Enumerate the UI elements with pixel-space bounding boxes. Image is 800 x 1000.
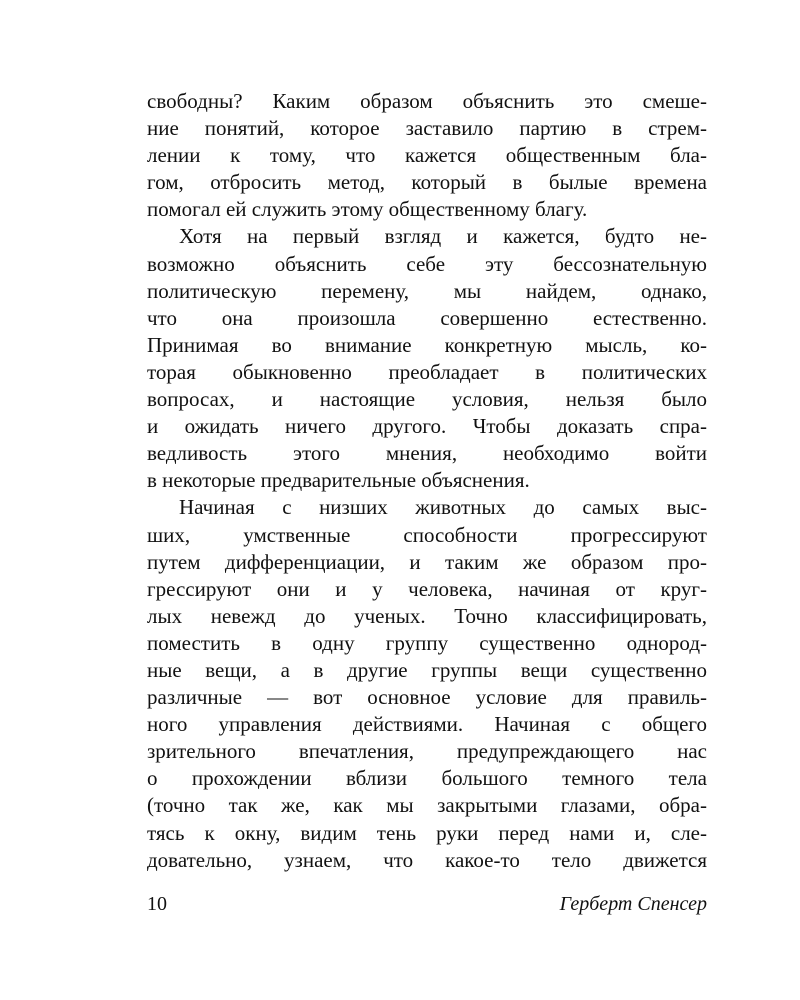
- text-line: различные — вот основное условие для правиль-: [147, 685, 707, 710]
- page-number: 10: [147, 893, 167, 915]
- text-line: политическую перемену, мы найдем, однако,: [147, 278, 707, 303]
- text-line: Начиная с низших животных до самых выс-: [179, 495, 707, 520]
- text-line: тясь к окну, видим тень руки перед нами и, сле-: [147, 820, 707, 845]
- text-line: лых невежд до ученых. Точно классифицировать,: [147, 603, 707, 628]
- text-line: возможно объяснить себе эту бессознательную: [147, 251, 707, 276]
- text-line: Хотя на первый взгляд и кажется, будто не-: [179, 224, 707, 249]
- text-line: гом, отбросить метод, который в былые времена: [147, 170, 707, 195]
- page-footer: [147, 893, 707, 923]
- text-line: свободны? Каким образом объяснить это смеше-: [147, 89, 707, 113]
- paragraph-3: [147, 494, 707, 873]
- body-text: [147, 88, 707, 874]
- text-line: довательно, узнаем, что какое-то тело движется: [147, 847, 707, 872]
- text-line: вопросах, и настоящие условия, нельзя было: [147, 387, 707, 412]
- paragraph-1: [147, 88, 707, 223]
- paragraph-2: [147, 223, 707, 494]
- text-line: помогал ей служить этому общественному благу.: [147, 197, 588, 222]
- text-line: в некоторые предварительные объяснения.: [147, 468, 530, 493]
- text-line: зрительного впечатления, предупреждающего нас: [147, 739, 707, 764]
- text-line: торая обыкновенно преобладает в политических: [147, 359, 707, 384]
- text-line: ших, умственные способности прогрессируют: [147, 522, 707, 547]
- text-line: ные вещи, а в другие группы вещи существенно: [147, 657, 707, 682]
- text-line: ние понятий, которое заставило партию в стрем-: [147, 116, 707, 141]
- text-line: грессируют они и у человека, начиная от круг-: [147, 576, 707, 601]
- text-line: лении к тому, что кажется общественным бла-: [147, 143, 707, 168]
- running-footer-author: Герберт Спенсер: [559, 893, 707, 915]
- text-line: ного управления действиями. Начиная с общего: [147, 712, 707, 737]
- text-line: и ожидать ничего другого. Чтобы доказать спра-: [147, 414, 707, 439]
- text-line: поместить в одну группу существенно однород-: [147, 630, 707, 655]
- text-line: о прохождении вблизи большого темного тела: [147, 766, 707, 791]
- text-line: Принимая во внимание конкретную мысль, ко-: [147, 332, 707, 357]
- text-line: что она произошла совершенно естественно.: [147, 305, 707, 330]
- text-line: (точно так же, как мы закрытыми глазами, обра-: [147, 793, 707, 818]
- text-line: ведливость этого мнения, необходимо войти: [147, 441, 707, 466]
- text-line: путем дифференциации, и таким же образом про-: [147, 549, 707, 574]
